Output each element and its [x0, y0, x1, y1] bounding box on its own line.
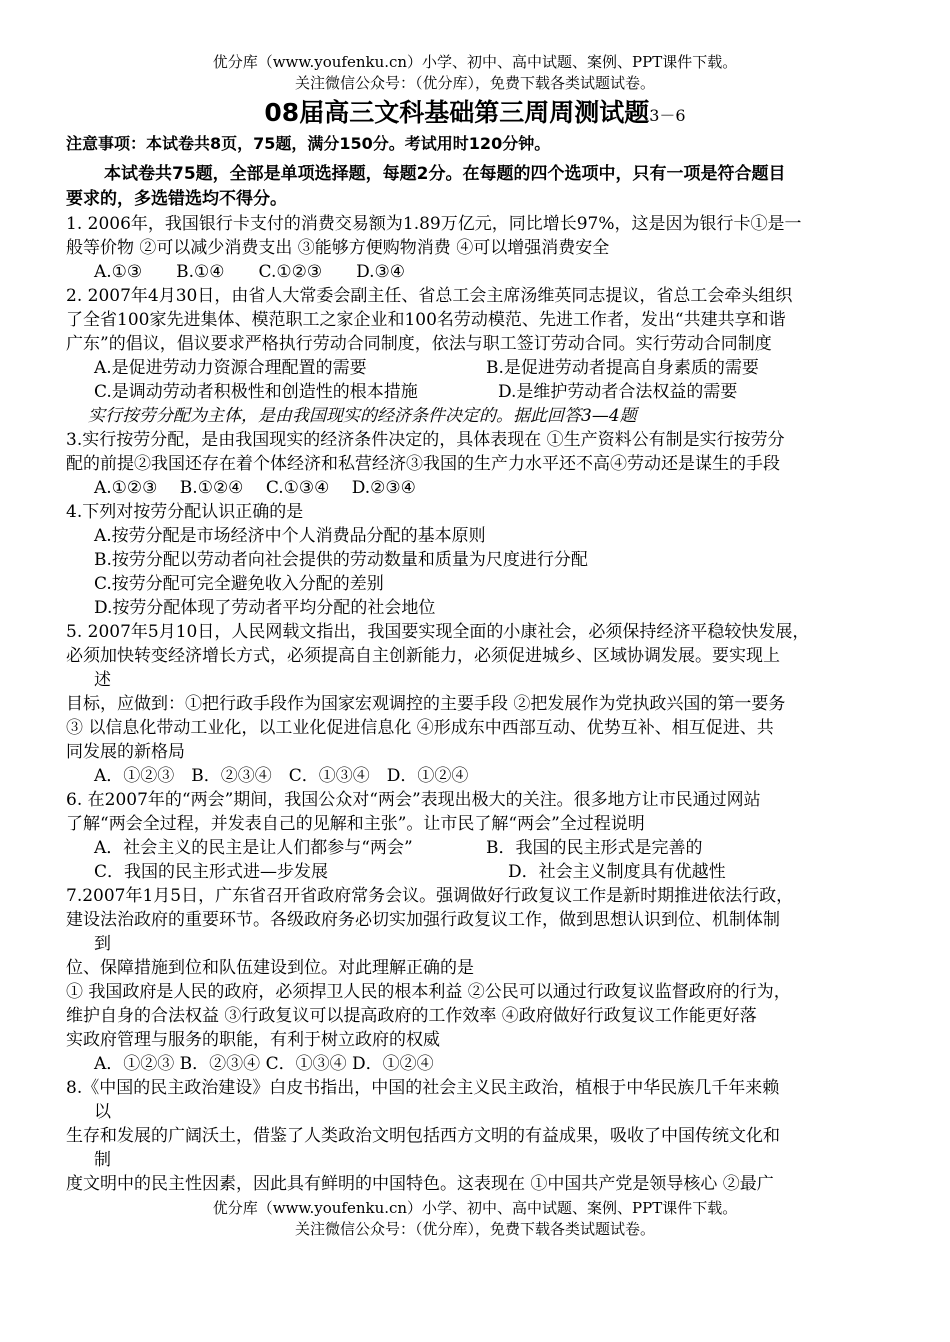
q5-stem-2: 必须加快转变经济增长方式，必须提高自主创新能力，必须促进城乡、区域协调发展。要实现上: [66, 646, 780, 666]
q5-stem-5: ③ 以信息化带动工业化，以工业化促进信息化 ④形成东中西部互动、优势互补、相互促进、共: [66, 718, 774, 738]
q5-stem-6: 同发展的新格局: [66, 742, 185, 762]
q6-stem-2: 了解“两会全过程，并发表自己的见解和主张”。让市民了解“两会”全过程说明: [66, 814, 645, 834]
q7-options: A．①②③ B．②③④ C．①③④ D．①②④: [94, 1054, 434, 1074]
header-line-1: 优分库（www.youfenku.cn）小学、初中、高中试题、案例、PPT课件下载。: [212, 53, 738, 71]
q1-stem-2: 般等价物 ②可以减少消费支出 ③能够方便购物消费 ④可以增强消费安全: [66, 238, 610, 258]
passage-3-4: 实行按劳分配为主体，是由我国现实的经济条件决定的。据此回答3—4题: [88, 406, 637, 426]
q7-stem-2: 建设法治政府的重要环节。各级政府务必切实加强行政复议工作，做到思想认识到位、机制体制: [66, 910, 780, 930]
notice: 注意事项：本试卷共8页，75题，满分150分。考试用时120分钟。: [66, 134, 551, 153]
q8-stem-1: 8.《中国的民主政治建设》白皮书指出，中国的社会主义民主政治，植根于中华民族几千年来赖: [66, 1078, 780, 1098]
q4-option-c: C.按劳分配可完全避免收入分配的差别: [94, 574, 384, 594]
q7-stem-3: 到: [94, 934, 111, 954]
q3-stem-1: 3.实行按劳分配，是由我国现实的经济条件决定的，具体表现在 ①生产资料公有制是实行按劳分: [66, 430, 785, 450]
footer-line-1: 优分库（www.youfenku.cn）小学、初中、高中试题、案例、PPT课件下载。: [212, 1199, 738, 1217]
q2-stem-1: 2. 2007年4月30日，由省人大常委会副主任、省总工会主席汤维英同志提议，省总工会牵头组织: [66, 286, 793, 306]
page-title: [0, 97, 950, 132]
q2-option-b: B.是促进劳动者提高自身素质的需要: [486, 358, 759, 378]
q6-option-c: C．我国的民主形式进—步发展: [94, 862, 329, 882]
q5-stem-1: 5. 2007年5月10日，人民网载文指出，我国要实现全面的小康社会，必须保持经济平稳较快发展，: [66, 622, 810, 642]
q1-options: A.①③ B.①④ C.①②③ D.③④: [94, 262, 405, 282]
q6-option-b: B．我国的民主形式是完善的: [486, 838, 703, 858]
q5-stem-4: 目标，应做到：①把行政手段作为国家宏观调控的主要手段 ②把发展作为党执政兴国的第一要务: [66, 694, 786, 714]
q6-option-d: D．社会主义制度具有优越性: [508, 862, 726, 882]
q7-stem-4: 位、保障措施到位和队伍建设到位。对此理解正确的是: [66, 958, 474, 978]
q4-option-a: A.按劳分配是市场经济中个人消费品分配的基本原则: [94, 526, 486, 546]
q5-stem-3: 述: [94, 670, 111, 690]
footer-line-2: 关注微信公众号：（优分库），免费下载各类试题试卷。: [294, 1220, 655, 1238]
q2-stem-2: 了全省100家先进集体、模范职工之家企业和100名劳动模范、先进工作者，发出“共建共享和谐: [66, 310, 786, 330]
q8-stem-2: 以: [94, 1102, 111, 1122]
instructions-line-1: 本试卷共75题，全部是单项选择题，每题2分。在每题的四个选项中，只有一项是符合题目: [104, 164, 786, 184]
instructions-line-2: 要求的，多选错选均不得分。: [66, 189, 287, 209]
q2-stem-3: 广东”的倡议，倡议要求严格执行劳动合同制度，依法与职工签订劳动合同。实行劳动合同制度: [66, 334, 772, 354]
q2-option-a: A.是促进劳动力资源合理配置的需要: [94, 358, 367, 378]
q7-stem-5: ① 我国政府是人民的政府，必须捍卫人民的根本利益 ②公民可以通过行政复议监督政府的行为，: [66, 982, 791, 1002]
q8-stem-4: 制: [94, 1150, 111, 1170]
q1-stem-1: 1. 2006年，我国银行卡支付的消费交易额为1.89万亿元，同比增长97%，这是因为银行卡①是一: [66, 214, 802, 234]
title-main: 08届高三文科基础第三周周测试题: [264, 98, 650, 127]
q6-option-a: A．社会主义的民主是让人们都参与“两会”: [94, 838, 413, 858]
q7-stem-6: 维护自身的合法权益 ③行政复议可以提高政府的工作效率 ④政府做好行政复议工作能更好落: [66, 1006, 757, 1026]
q4-stem: 4.下列对按劳分配认识正确的是: [66, 502, 304, 522]
title-suffix: 3－6: [649, 106, 686, 125]
q2-option-d: D.是维护劳动者合法权益的需要: [498, 382, 738, 402]
q8-stem-3: 生存和发展的广阔沃土，借鉴了人类政治文明包括西方文明的有益成果，吸收了中国传统文化和: [66, 1126, 780, 1146]
q6-stem-1: 6. 在2007年的“两会”期间，我国公众对“两会”表现出极大的关注。很多地方让市民通过网站: [66, 790, 761, 810]
q7-stem-7: 实政府管理与服务的职能，有利于树立政府的权威: [66, 1030, 440, 1050]
header-line-2: 关注微信公众号：（优分库），免费下载各类试题试卷。: [294, 74, 655, 92]
q7-stem-1: 7.2007年1月5日，广东省召开省政府常务会议。强调做好行政复议工作是新时期推进依法行政，: [66, 886, 794, 906]
q8-stem-5: 度文明中的民主性因素，因此具有鲜明的中国特色。这表现在 ①中国共产党是领导核心 ②最广: [66, 1174, 774, 1194]
q2-option-c: C.是调动劳动者积极性和创造性的根本措施: [94, 382, 418, 402]
q3-options: A.①②③ B.①②④ C.①③④ D.②③④: [94, 478, 416, 498]
q4-option-d: D.按劳分配体现了劳动者平均分配的社会地位: [94, 598, 436, 618]
q3-stem-2: 配的前提②我国还存在着个体经济和私营经济③我国的生产力水平还不高④劳动还是谋生的手段: [66, 454, 780, 474]
q4-option-b: B.按劳分配以劳动者向社会提供的劳动数量和质量为尺度进行分配: [94, 550, 588, 570]
q5-options: A．①②③ B．②③④ C．①③④ D．①②④: [94, 766, 469, 786]
